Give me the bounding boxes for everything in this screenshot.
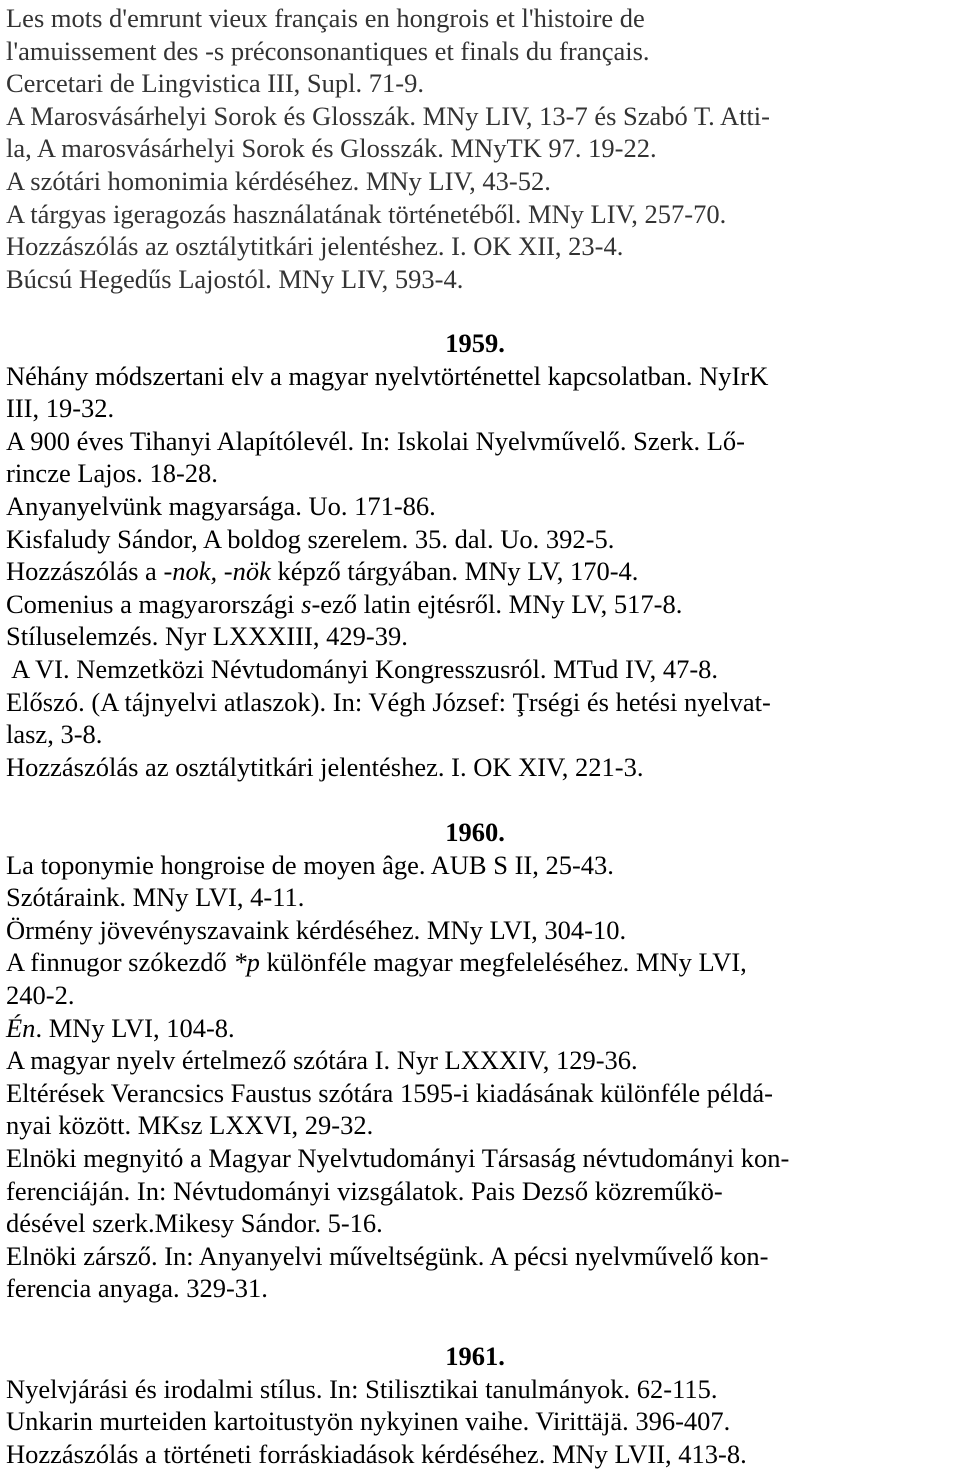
entry-bucsu: [6, 263, 956, 296]
entry-line: ferenciáján. In: Névtudományi vizsgálatok. Pais Dezső közreműkö-: [6, 1175, 723, 1206]
entry-line: Elnöki zársző. In: Anyanyelvi műveltségünk. A pécsi nyelvművelő kon-: [6, 1240, 769, 1271]
entry-unkarin: Unkarin murteiden kartoitustyön nykyinen vaihe. Virittäjä. 396-407.: [6, 1406, 731, 1437]
entry-hozzaszolas-xii: [6, 230, 956, 263]
entry-nevtudomanyi-kongresszus: A VI. Nemzetközi Névtudományi Kongresszusról. MTud IV, 47-8.: [6, 653, 719, 684]
entry-forraskiadasok: Hozzászólás a történeti forráskiadások kérdéséhez. MNy LVII, 413-8.: [6, 1438, 747, 1469]
bibliography-1959: [6, 327, 956, 783]
entry-line: 240-2.: [6, 979, 75, 1010]
entry-line: lasz, 3-8.: [6, 719, 103, 750]
text-run-italic: -nok, -nök: [163, 556, 271, 587]
year-heading-1960: 1960.: [445, 817, 505, 847]
year-heading-1959: 1959.: [445, 328, 505, 358]
text-run: különféle magyar megfeleléséhez. MNy LVI,: [259, 947, 747, 978]
entry-line: désével szerk.Mikesy Sándor. 5-16.: [6, 1208, 383, 1239]
text-run: képző tárgyában. MNy LV, 170-4.: [270, 556, 639, 587]
entry-line: rincze Lajos. 18-28.: [6, 458, 218, 489]
entry-stiluselemzes: Stíluselemzés. Nyr LXXXIII, 429-39.: [6, 621, 408, 652]
entry-line: [6, 946, 956, 979]
entry-line: A 900 éves Tihanyi Alapítólevél. In: Iskolai Nyelvművelő. Szerk. Lő-: [6, 425, 745, 456]
entry-modszertani: [6, 360, 956, 425]
entry-homonimia: [6, 165, 956, 198]
year-heading-1961: 1961.: [445, 1341, 505, 1371]
text-run: Comenius a magyarországi: [6, 588, 302, 619]
entry-line: l'amuissement des -s préconsonantiques et finals du français.: [6, 35, 650, 66]
entry-line: Cercetari de Lingvistica III, Supl. 71-9.: [6, 68, 424, 99]
text-run: A finnugor szókezdő: [6, 947, 234, 978]
entry-finnugor: [6, 946, 956, 1011]
entry-comenius: [6, 588, 956, 621]
bibliography-1961: [6, 1340, 956, 1470]
entry-ormeny: Örmény jövevényszavaink kérdéséhez. MNy LVI, 304-10.: [6, 914, 627, 945]
entry-line: la, A marosvásárhelyi Sorok és Glosszák. MNyTK 97. 19-22.: [6, 133, 657, 164]
entry-elnoki-zarszo: [6, 1240, 956, 1305]
entry-line: ferencia anyaga. 329-31.: [6, 1273, 268, 1304]
entry-nok-nok: [6, 555, 956, 588]
entry-en: [6, 1012, 956, 1045]
entry-ertelmezo-szotar: A magyar nyelv értelmező szótára I. Nyr LXXXIV, 129-36.: [6, 1045, 638, 1076]
entry-tihanyi: [6, 425, 956, 490]
entry-elnoki-megnyito: [6, 1142, 956, 1240]
entry-anyanyelvunk: Anyanyelvünk magyarsága. Uo. 171-86.: [6, 490, 436, 521]
text-run: Hozzászólás a: [6, 556, 164, 587]
entry-szotaraink: Szótáraink. MNy LVI, 4-11.: [6, 882, 305, 913]
entry-line: III, 19-32.: [6, 393, 115, 424]
entry-line: Les mots d'emrunt vieux français en hongrois et l'histoire de: [6, 3, 645, 33]
text-run-italic: *p: [233, 947, 260, 978]
text-run-italic: s: [301, 588, 312, 619]
entry-eloszo: [6, 686, 956, 751]
entry-line: A szótári homonimia kérdéséhez. MNy LIV, 43-52.: [6, 165, 551, 196]
entry-nyelvjarasi: Nyelvjárási és irodalmi stílus. In: Stilisztikai tanulmányok. 62-115.: [6, 1373, 718, 1404]
entry-targyas: [6, 198, 956, 231]
entry-line: Néhány módszertani elv a magyar nyelvtörténettel kapcsolatban. NyIrK: [6, 360, 769, 391]
entry-line: A tárgyas igeragozás használatának történetéből. MNy LIV, 257-70.: [6, 198, 727, 229]
entry-line: Eltérések Verancsics Faustus szótára 1595-i kiadásának különféle példá-: [6, 1077, 774, 1108]
entry-kisfaludy: Kisfaludy Sándor, A boldog szerelem. 35. dal. Uo. 392-5.: [6, 523, 615, 554]
entry-line: nyai között. MKsz LXXVI, 29-32.: [6, 1110, 374, 1141]
bibliography-1960: [6, 816, 956, 1305]
entry-emprunt: [6, 2, 956, 100]
entry-line: A Marosvásárhelyi Sorok és Glosszák. MNy LIV, 13-7 és Szabó T. Atti-: [6, 100, 770, 131]
entry-line: Búcsú Hegedűs Lajostól. MNy LIV, 593-4.: [6, 263, 464, 294]
entry-line: Elnöki megnyitó a Magyar Nyelvtudományi Társaság névtudományi kon-: [6, 1142, 790, 1173]
entry-marosvasarhelyi: [6, 100, 956, 165]
bibliography-1958-tail: [6, 2, 956, 295]
text-run: . MNy LVI, 104-8.: [35, 1012, 235, 1043]
entry-verancsics: [6, 1077, 956, 1142]
text-run: -ező latin ejtésről. MNy LV, 517-8.: [311, 588, 683, 619]
entry-toponymie: La toponymie hongroise de moyen âge. AUB S II, 25-43.: [6, 849, 614, 880]
entry-line: Előszó. (A tájnyelvi atlaszok). In: Végh József: Ţrségi és hetési nyelvat-: [6, 686, 771, 717]
entry-line: Hozzászólás az osztálytitkári jelentéshez. I. OK XII, 23-4.: [6, 231, 624, 262]
text-run-italic: Én: [6, 1012, 36, 1043]
entry-hozzaszolas-xiv: Hozzászólás az osztálytitkári jelentéshez. I. OK XIV, 221-3.: [6, 751, 644, 782]
